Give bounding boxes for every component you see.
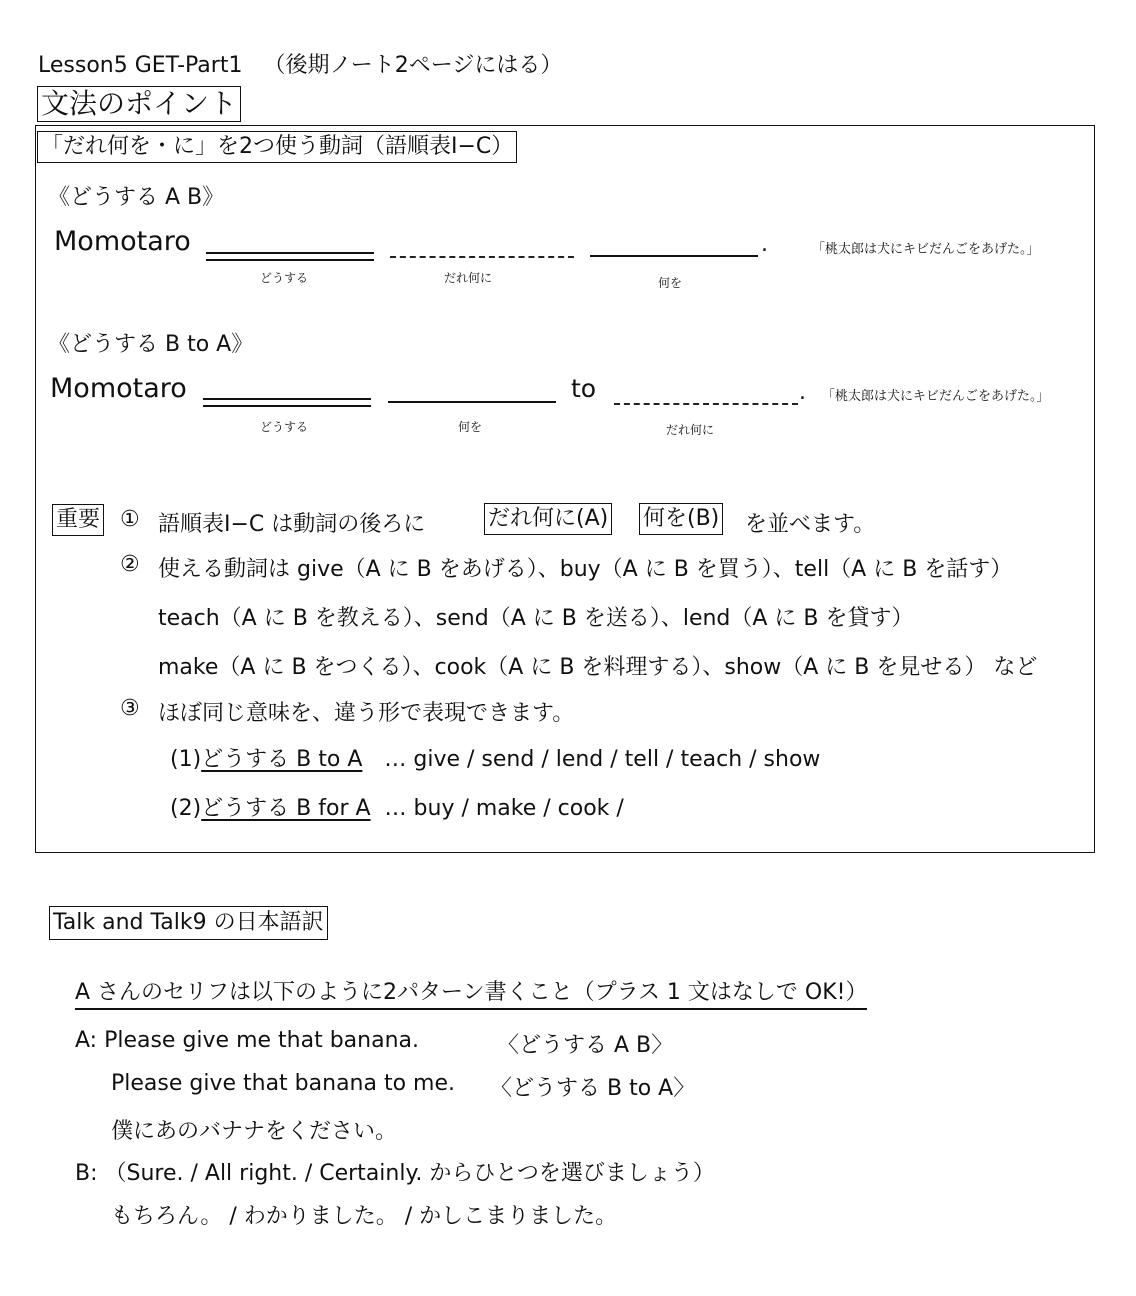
sub1-pattern: どうする B to A	[201, 747, 363, 772]
pattern1-a-blank	[390, 256, 574, 258]
sub1-verbs: … give / send / lend / tell / teach / show	[384, 747, 821, 772]
point3-number: ③	[120, 696, 140, 721]
pattern2-label: 《どうする B to A》	[48, 332, 254, 357]
point2-number: ②	[120, 552, 140, 577]
pattern2-caption-verb: どうする	[260, 420, 309, 434]
grammar-heading: 文法のポイント	[37, 86, 241, 122]
pattern1-b-blank	[590, 255, 758, 257]
point1-text-pre: 語順表Ⅰ−C は動詞の後ろに	[158, 512, 426, 537]
pattern1-caption-a: だれ何に	[444, 271, 493, 285]
dialogue-a-translation: 僕にあのバナナをください。	[111, 1119, 398, 1144]
sub2-number: (2)	[170, 796, 202, 821]
sub1-number: (1)	[170, 747, 202, 772]
point1-text-post: を並べます。	[745, 512, 876, 537]
pattern2-to: to	[571, 374, 597, 403]
pattern1-verb-blank	[206, 252, 374, 261]
pattern1-caption-verb: どうする	[260, 271, 309, 285]
sub2-pattern: どうする B for A	[201, 796, 371, 821]
pattern2-a-blank	[614, 403, 798, 405]
dialogue-a-line2: Please give that banana to me.	[111, 1071, 456, 1096]
pattern1-subject: Momotaro	[54, 226, 191, 257]
point2-line1: 使える動詞は give（A に B をあげる）、buy（A に B を買う）、tell（A に B を話す）	[158, 557, 1013, 582]
pattern1-period: .	[761, 232, 768, 257]
pattern2-translation: 「桃太郎は犬にキビだんごをあげた。」	[822, 389, 1050, 404]
dialogue-b-line1: B: （Sure. / All right. / Certainly. からひとつを選びましょう）	[75, 1161, 715, 1186]
dialogue-b-translation: もちろん。 / わかりました。 / かしこまりました。	[111, 1204, 618, 1229]
sub2-row	[170, 791, 624, 822]
point1-box-b: 何を(B)	[639, 503, 723, 535]
sub1-row	[170, 742, 820, 773]
talk-heading: Talk and Talk9 の日本語訳	[49, 906, 328, 940]
important-badge: 重要	[52, 504, 104, 536]
point2-line3: make（A に B をつくる）、cook（A に B を料理する）、show（A に B を見せる） など	[158, 655, 1038, 680]
grammar-subheading: 「だれ何を・に」を2つ使う動詞（語順表Ⅰ−C）	[37, 131, 517, 163]
lesson-title-text: Lesson5 GET-Part1	[38, 53, 243, 78]
point3-text: ほぼ同じ意味を、違う形で表現できます。	[158, 701, 575, 726]
pattern2-caption-b: 何を	[458, 420, 483, 434]
lesson-note: （後期ノート2ページにはる）	[263, 53, 563, 78]
talk-instruction: A さんのセリフは以下のように2パターン書くこと（プラス 1 文はなしで OK!）	[75, 975, 867, 1010]
pattern2-period: .	[799, 380, 806, 405]
pattern1-label: 《どうする A B》	[48, 185, 225, 210]
dialogue-a-tag2: 〈どうする B to A〉	[490, 1076, 696, 1101]
pattern1-translation: 「桃太郎は犬にキビだんごをあげた。」	[812, 242, 1040, 257]
point1-box-a: だれ何に(A)	[484, 503, 612, 535]
dialogue-a-line1: A: Please give me that banana.	[75, 1028, 419, 1053]
point1-number: ①	[120, 507, 140, 532]
pattern2-subject: Momotaro	[50, 373, 187, 404]
pattern2-b-blank	[388, 401, 556, 403]
lesson-title	[38, 48, 562, 79]
point2-line2: teach（A に B を教える）、send（A に B を送る）、lend（A に B を貸す）	[158, 606, 914, 631]
pattern2-caption-a: だれ何に	[666, 423, 715, 437]
pattern2-verb-blank	[203, 398, 371, 407]
dialogue-a-tag1: 〈どうする A B〉	[497, 1033, 674, 1058]
pattern1-caption-b: 何を	[658, 276, 683, 290]
sub2-verbs: … buy / make / cook /	[384, 796, 624, 821]
